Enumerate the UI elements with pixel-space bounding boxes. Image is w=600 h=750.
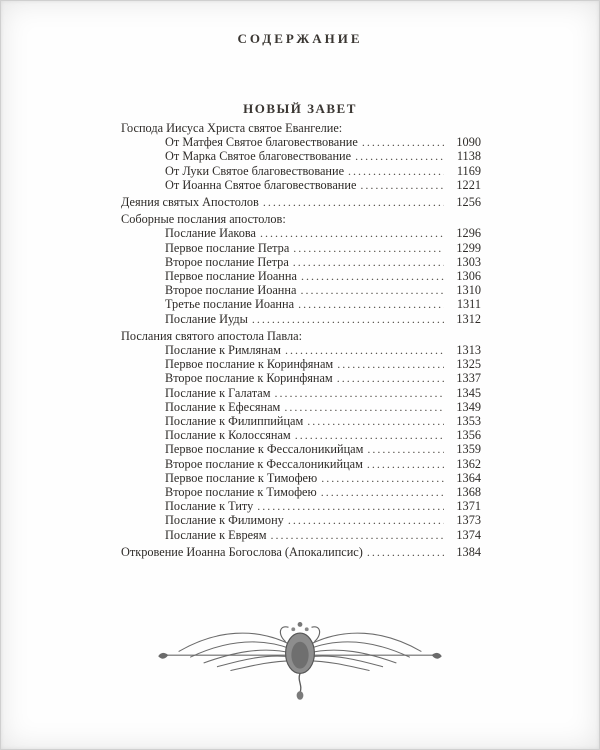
toc-entry-page: 1345 bbox=[456, 385, 481, 400]
toc-entry-page: 1368 bbox=[456, 485, 481, 500]
toc-entry-label: Послание к Римлянам bbox=[165, 343, 281, 358]
toc-leader-dots bbox=[263, 195, 444, 207]
toc-leader-dots bbox=[348, 164, 444, 176]
toc-leader-dots bbox=[257, 499, 444, 511]
toc-entry bbox=[121, 195, 481, 209]
toc-leader-dots bbox=[362, 135, 444, 147]
toc-entry-label: Первое послание к Тимофею bbox=[165, 470, 318, 485]
toc-entry-page: 1311 bbox=[456, 297, 481, 312]
toc-entry bbox=[121, 297, 481, 311]
toc-list bbox=[121, 121, 481, 559]
toc-entry-label: Послание Иакова bbox=[165, 226, 257, 241]
toc-entry-label: Послание к Колоссянам bbox=[165, 428, 291, 443]
toc-leader-dots bbox=[293, 241, 444, 253]
toc-entry-page: 1364 bbox=[456, 470, 481, 485]
toc-entry bbox=[121, 226, 481, 240]
toc-leader-dots bbox=[337, 357, 444, 369]
toc-leader-dots bbox=[367, 457, 444, 469]
toc-entry-page: 1359 bbox=[456, 442, 481, 457]
toc-entry-page: 1362 bbox=[456, 456, 481, 471]
toc-entry-label: Второе послание к Тимофею bbox=[165, 485, 317, 500]
toc-entry-page: 1313 bbox=[456, 343, 481, 358]
toc-leader-dots bbox=[260, 226, 444, 238]
toc-entry-page: 1256 bbox=[456, 195, 481, 210]
toc-entry bbox=[121, 386, 481, 400]
toc-entry bbox=[121, 457, 481, 471]
toc-leader-dots bbox=[321, 485, 444, 497]
toc-leader-dots bbox=[293, 255, 444, 267]
toc-leader-dots bbox=[298, 297, 444, 309]
toc-entry-label: Послание к Филимону bbox=[165, 513, 284, 528]
toc-entry bbox=[121, 428, 481, 442]
toc-entry-label: Третье послание Иоанна bbox=[165, 297, 295, 312]
toc-leader-dots bbox=[307, 414, 444, 426]
toc-entry bbox=[121, 357, 481, 371]
toc-entry-page: 1090 bbox=[456, 135, 481, 150]
section-title: НОВЫЙ ЗАВЕТ bbox=[243, 101, 357, 116]
toc-entry-page: 1337 bbox=[456, 371, 481, 386]
toc-entry bbox=[121, 283, 481, 297]
toc-leader-dots bbox=[301, 269, 444, 281]
toc-entry-label: Послание к Титу bbox=[165, 499, 254, 514]
toc-entry bbox=[121, 312, 481, 326]
toc-entry bbox=[121, 149, 481, 163]
toc-entry-page: 1349 bbox=[456, 399, 481, 414]
toc-entry-label: Второе послание к Фессалоникийцам bbox=[165, 456, 363, 471]
toc-leader-dots bbox=[271, 528, 445, 540]
toc-leader-dots bbox=[367, 442, 444, 454]
toc-leader-dots bbox=[284, 400, 444, 412]
toc-leader-dots bbox=[295, 428, 444, 440]
toc-entry-page: 1169 bbox=[456, 163, 481, 178]
toc-entry bbox=[121, 485, 481, 499]
toc-entry-label: Послание к Филиппийцам bbox=[165, 414, 304, 429]
toc-entry-label: Послание к Ефесянам bbox=[165, 399, 281, 414]
toc-entry bbox=[121, 329, 481, 343]
toc-entry-page: 1310 bbox=[456, 283, 481, 298]
toc-entry bbox=[121, 241, 481, 255]
toc-entry-label: Господа Иисуса Христа святое Евангелие: bbox=[121, 121, 343, 135]
toc-entry-page: 1353 bbox=[456, 414, 481, 429]
toc-entry-label: Первое послание Петра bbox=[165, 240, 290, 255]
toc-leader-dots bbox=[360, 178, 444, 190]
toc-entry-page: 1371 bbox=[456, 499, 481, 514]
toc-entry-label: От Луки Святое благовествование bbox=[165, 163, 345, 178]
toc-entry-label: От Марка Святое благовествование bbox=[165, 149, 352, 164]
toc-entry-page: 1373 bbox=[456, 513, 481, 528]
toc-entry-label: Послание к Галатам bbox=[165, 385, 271, 400]
toc-entry bbox=[121, 269, 481, 283]
toc-entry-page: 1325 bbox=[456, 357, 481, 372]
toc-leader-dots bbox=[252, 312, 444, 324]
toc-entry bbox=[121, 212, 481, 226]
toc-entry-label: От Иоанна Святое благовествование bbox=[165, 177, 357, 192]
toc-entry-page: 1384 bbox=[456, 544, 481, 559]
toc-leader-dots bbox=[300, 283, 444, 295]
toc-entry-page: 1306 bbox=[456, 269, 481, 284]
toc-entry-label: Послания святого апостола Павла: bbox=[121, 328, 303, 343]
toc-entry-label: Первое послание Иоанна bbox=[165, 269, 297, 284]
toc-entry-label: Второе послание Петра bbox=[165, 254, 289, 269]
toc-entry bbox=[121, 414, 481, 428]
toc-entry-label: От Матфея Святое благовествование bbox=[165, 135, 358, 150]
ornament-vignette-icon bbox=[155, 611, 445, 707]
toc-entry bbox=[121, 442, 481, 456]
toc-entry bbox=[121, 255, 481, 269]
toc-entry-page: 1356 bbox=[456, 428, 481, 443]
toc-entry-page: 1303 bbox=[456, 254, 481, 269]
toc-entry bbox=[121, 164, 481, 178]
toc-entry-page: 1138 bbox=[456, 149, 481, 164]
toc-leader-dots bbox=[285, 343, 444, 355]
toc-entry-page: 1299 bbox=[456, 240, 481, 255]
toc-entry-label: Соборные послания апостолов: bbox=[121, 212, 286, 227]
toc-entry-page: 1374 bbox=[456, 527, 481, 542]
toc-entry bbox=[121, 400, 481, 414]
toc-entry-label: Откровение Иоанна Богослова (Апокалипсис) bbox=[121, 544, 363, 559]
toc-leader-dots bbox=[288, 513, 444, 525]
page-header: СОДЕРЖАНИЕ bbox=[237, 31, 363, 46]
toc-leader-dots bbox=[355, 149, 444, 161]
toc-entry-page: 1221 bbox=[456, 177, 481, 192]
toc-leader-dots bbox=[321, 471, 444, 483]
toc-leader-dots bbox=[367, 545, 444, 557]
toc-entry bbox=[121, 371, 481, 385]
toc-entry-label: Второе послание Иоанна bbox=[165, 283, 297, 298]
toc-entry bbox=[121, 178, 481, 192]
toc-entry bbox=[121, 499, 481, 513]
toc-entry-label: Первое послание к Коринфянам bbox=[165, 357, 334, 372]
toc-entry bbox=[121, 343, 481, 357]
toc-entry bbox=[121, 135, 481, 149]
toc-entry bbox=[121, 121, 481, 135]
toc-entry-label: Послание к Евреям bbox=[165, 527, 267, 542]
toc-entry-label: Второе послание к Коринфянам bbox=[165, 371, 333, 386]
toc-leader-dots bbox=[275, 386, 444, 398]
toc-entry-label: Деяния святых Апостолов bbox=[121, 195, 259, 210]
toc-entry-label: Первое послание к Фессалоникийцам bbox=[165, 442, 364, 457]
toc-entry bbox=[121, 471, 481, 485]
toc-entry bbox=[121, 545, 481, 559]
toc-leader-dots bbox=[337, 371, 444, 383]
toc-entry-label: Послание Иуды bbox=[165, 311, 248, 326]
toc-entry bbox=[121, 528, 481, 542]
toc-entry bbox=[121, 513, 481, 527]
toc-entry-page: 1312 bbox=[456, 311, 481, 326]
toc-entry-page: 1296 bbox=[456, 226, 481, 241]
